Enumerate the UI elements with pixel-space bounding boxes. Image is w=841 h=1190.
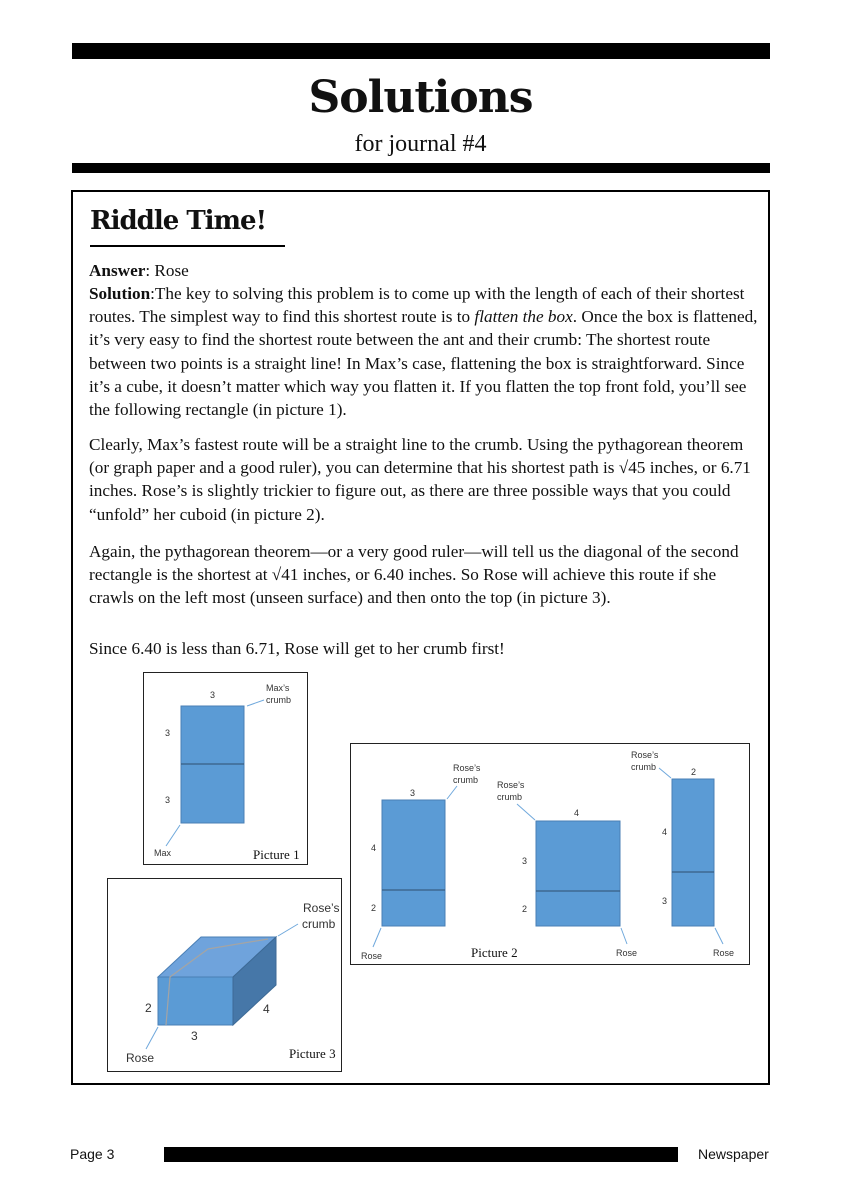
unfold-c-crumb-2: crumb [631, 762, 657, 772]
depth-dimension: 4 [263, 1002, 270, 1016]
picture-1-diagram [144, 673, 307, 864]
unfold-a-crumb-1: Rose’s [453, 763, 481, 773]
unfold-c-ant-arrow [715, 928, 723, 944]
crumb-arrow [278, 924, 298, 936]
unfold-a-crumb-arrow [447, 786, 457, 799]
top-dimension: 3 [210, 690, 216, 700]
crumb-label-2: crumb [302, 917, 336, 931]
ant-arrow [146, 1027, 158, 1049]
header-top-rule [72, 43, 770, 59]
crumb-label-1: Rose’s [303, 901, 340, 915]
left-bottom-dimension: 3 [165, 795, 171, 805]
solution-text: :The key to solving this problem is to come up with the length of each of their shortest routes. The simplest way to find this shortest route is to [89, 284, 745, 327]
paragraph-2: Clearly, Max’s fastest route will be a straight line to the crumb. Using the pythagorean theorem (or graph paper and a good ruler), you can determine that his shortest path is √45 inches, or 6.71 inches. Rose’s is slightly trickier to figure out, as there are three possible ways that you could “unfold” her cuboid (in picture 2). [89, 435, 751, 524]
unfold-b-crumb-arrow [517, 804, 535, 820]
section-heading: Riddle Time! [90, 206, 267, 236]
unfold-b-ant-arrow [621, 928, 627, 944]
unfold-a-ant-arrow [373, 928, 381, 947]
unfold-a-left-bottom: 2 [371, 903, 377, 913]
footer-publication-name: Newspaper [698, 1146, 769, 1162]
solution-text-cont: . Once the box is flattened, it’s very easy to find the shortest route between the ant and their crumb: The shortest route between two points is a straight line! In Max’s case, flattening the box is straightforward. Since it’s a cube, it doesn’t matter which way you flatten it. If you flatten the top front fold, you’ll see the following rectangle (in picture 1). [89, 307, 758, 420]
picture-2 [350, 743, 750, 965]
unfold-a-ant: Rose [361, 951, 383, 961]
page-subtitle: for journal #4 [354, 131, 487, 157]
crumb-arrow [247, 700, 264, 706]
answer-line [89, 259, 759, 282]
unfold-a-rect [382, 800, 445, 926]
answer-label: Answer [89, 261, 146, 280]
height-dimension: 2 [145, 1001, 152, 1015]
paragraph-3: Again, the pythagorean theorem—or a very good ruler—will tell us the diagonal of the second rectangle is the shortest at √41 inches, or 6.40 inches. So Rose will achieve this route if she crawls on the left most (unseen surface) and then onto the top (in picture 3). [89, 542, 739, 608]
unfold-c-rect [672, 779, 714, 926]
page-title: Solutions [308, 72, 533, 123]
crumb-label-1: Max’s [266, 683, 290, 693]
solution-paragraph [89, 282, 759, 421]
picture-3 [107, 878, 342, 1072]
picture-1-caption: Picture 1 [253, 847, 300, 862]
unfold-a-top: 3 [410, 788, 416, 798]
unfold-c-crumb-arrow [659, 768, 671, 778]
unfold-a-left-top: 4 [371, 843, 377, 853]
picture-3-caption: Picture 3 [289, 1046, 336, 1061]
header-bottom-rule [72, 163, 770, 173]
unfold-b-top: 4 [574, 808, 580, 818]
unfold-c-crumb-1: Rose’s [631, 750, 659, 760]
conclusion: Since 6.40 is less than 6.71, Rose will get to her crumb first! [89, 639, 505, 658]
unfold-c-top: 2 [691, 767, 697, 777]
picture-3-diagram [108, 879, 341, 1071]
ant-label: Max [154, 848, 172, 858]
footer-rule [164, 1147, 678, 1162]
picture-2-caption: Picture 2 [471, 945, 518, 960]
solution-emphasis: flatten the box [474, 307, 573, 327]
unfold-b-left-top: 3 [522, 856, 528, 866]
unfold-a-crumb-2: crumb [453, 775, 479, 785]
unfold-b-rect [536, 821, 620, 926]
answer-value: : Rose [145, 261, 189, 280]
unfold-c-ant: Rose [713, 948, 735, 958]
ant-label: Rose [126, 1051, 155, 1065]
footer-page-number: Page 3 [70, 1146, 115, 1162]
solution-label: Solution [89, 284, 151, 303]
left-top-dimension: 3 [165, 728, 171, 738]
unfold-b-crumb-1: Rose’s [497, 780, 525, 790]
unfold-c-left-top: 4 [662, 827, 668, 837]
unfold-b-crumb-2: crumb [497, 792, 523, 802]
picture-1 [143, 672, 308, 865]
ant-arrow [166, 825, 180, 846]
picture-2-diagram [351, 744, 749, 964]
heading-underline [90, 245, 285, 247]
unfold-c-left-bottom: 3 [662, 896, 668, 906]
crumb-label-2: crumb [266, 695, 292, 705]
unfold-b-left-bottom: 2 [522, 904, 528, 914]
width-dimension: 3 [191, 1029, 198, 1043]
unfold-b-ant: Rose [616, 948, 638, 958]
